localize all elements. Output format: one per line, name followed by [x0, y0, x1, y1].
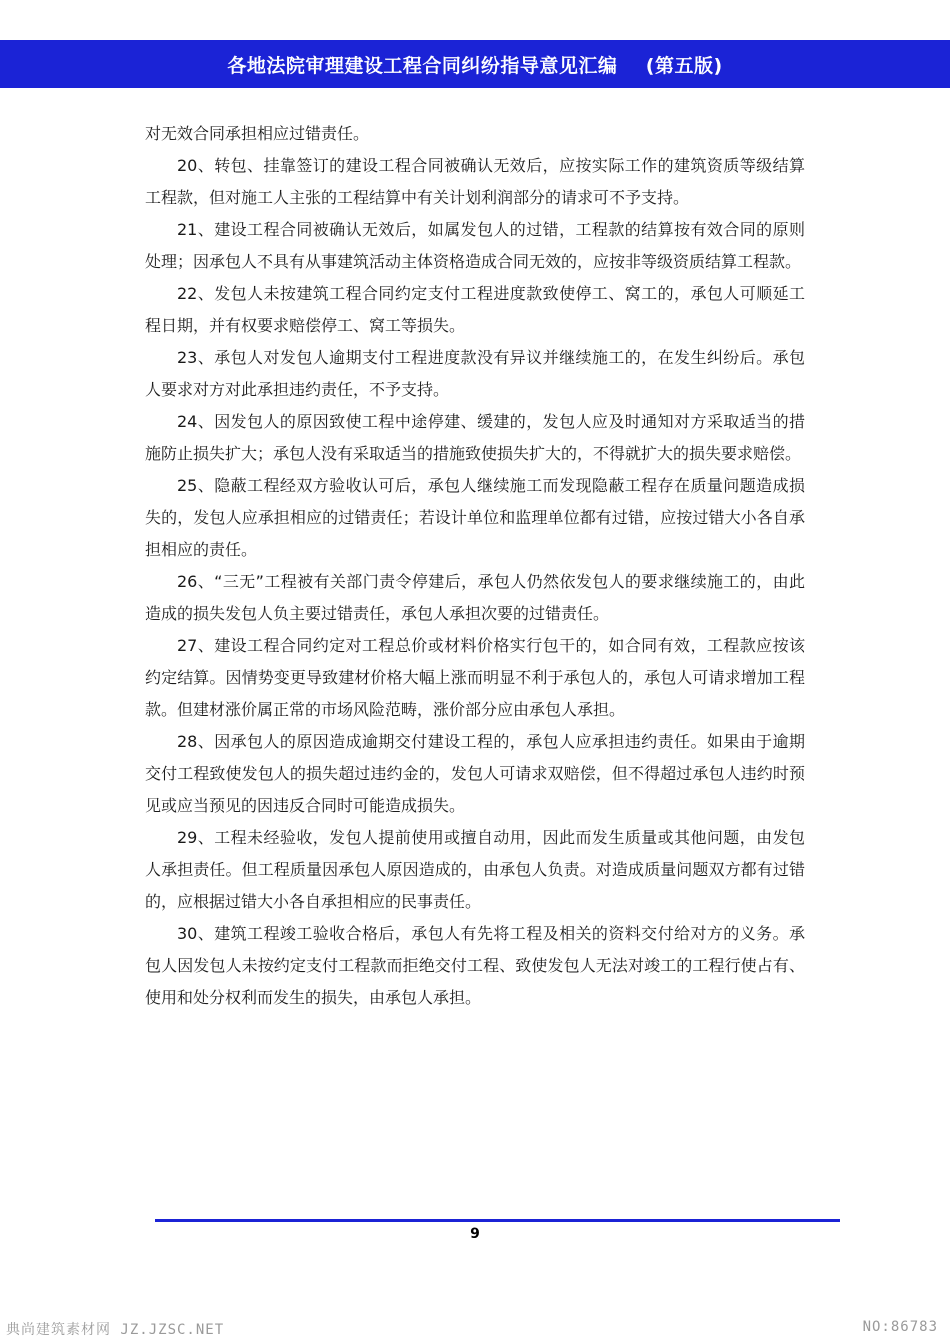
- paragraph: 26、“三无”工程被有关部门责令停建后，承包人仍然依发包人的要求继续施工的，由此造成的损失发包人负主要过错责任，承包人承担次要的过错责任。: [145, 572, 805, 623]
- paragraph: 21、建设工程合同被确认无效后，如属发包人的过错，工程款的结算按有效合同的原则处理；因承包人不具有从事建筑活动主体资格造成合同无效的，应按非等级资质结算工程款。: [145, 220, 805, 271]
- document-body: [145, 118, 805, 1014]
- watermark-id: NO:86783: [862, 1319, 938, 1335]
- paragraph: 27、建设工程合同约定对工程总价或材料价格实行包干的，如合同有效，工程款应按该约定结算。因情势变更导致建材价格大幅上涨而明显不利于承包人的，承包人可请求增加工程款。但建材涨价属正常的市场风险范畴，涨价部分应由承包人承担。: [145, 636, 805, 719]
- document-title: 各地法院审理建设工程合同纠纷指导意见汇编 (第五版): [227, 54, 723, 77]
- paragraph: 22、发包人未按建筑工程合同约定支付工程进度款致使停工、窝工的，承包人可顺延工程日期，并有权要求赔偿停工、窝工等损失。: [145, 284, 805, 335]
- paragraph: 25、隐蔽工程经双方验收认可后，承包人继续施工而发现隐蔽工程存在质量问题造成损失的，发包人应承担相应的过错责任；若设计单位和监理单位都有过错，应按过错大小各自承担相应的责任。: [145, 476, 805, 559]
- paragraph: 29、工程未经验收，发包人提前使用或擅自动用，因此而发生质量或其他问题，由发包人承担责任。但工程质量因承包人原因造成的，由承包人负责。对造成质量问题双方都有过错的，应根据过错大小各自承担相应的民事责任。: [145, 828, 805, 911]
- paragraph: 28、因承包人的原因造成逾期交付建设工程的，承包人应承担违约责任。如果由于逾期交付工程致使发包人的损失超过违约金的，发包人可请求双赔偿，但不得超过承包人违约时预见或应当预见的因违反合同时可能造成损失。: [145, 732, 805, 815]
- paragraph: 20、转包、挂靠签订的建设工程合同被确认无效后，应按实际工作的建筑资质等级结算工程款，但对施工人主张的工程结算中有关计划利润部分的请求可不予支持。: [145, 156, 805, 207]
- paragraph: 对无效合同承担相应过错责任。: [145, 124, 370, 143]
- header-band: [0, 40, 950, 88]
- paragraph: 23、承包人对发包人逾期支付工程进度款没有异议并继续施工的，在发生纠纷后。承包人要求对方对此承担违约责任，不予支持。: [145, 348, 805, 399]
- watermark-site: 典尚建筑素材网 JZ.JZSC.NET: [6, 1322, 225, 1338]
- footer-divider: [155, 1219, 840, 1222]
- paragraph: 24、因发包人的原因致使工程中途停建、缓建的，发包人应及时通知对方采取适当的措施防止损失扩大；承包人没有采取适当的措施致使损失扩大的，不得就扩大的损失要求赔偿。: [145, 412, 805, 463]
- page-number: 9: [470, 1226, 480, 1242]
- paragraph: 30、建筑工程竣工验收合格后，承包人有先将工程及相关的资料交付给对方的义务。承包人因发包人未按约定支付工程款而拒绝交付工程、致使发包人无法对竣工的工程行使占有、使用和处分权利而发生的损失，由承包人承担。: [145, 924, 805, 1007]
